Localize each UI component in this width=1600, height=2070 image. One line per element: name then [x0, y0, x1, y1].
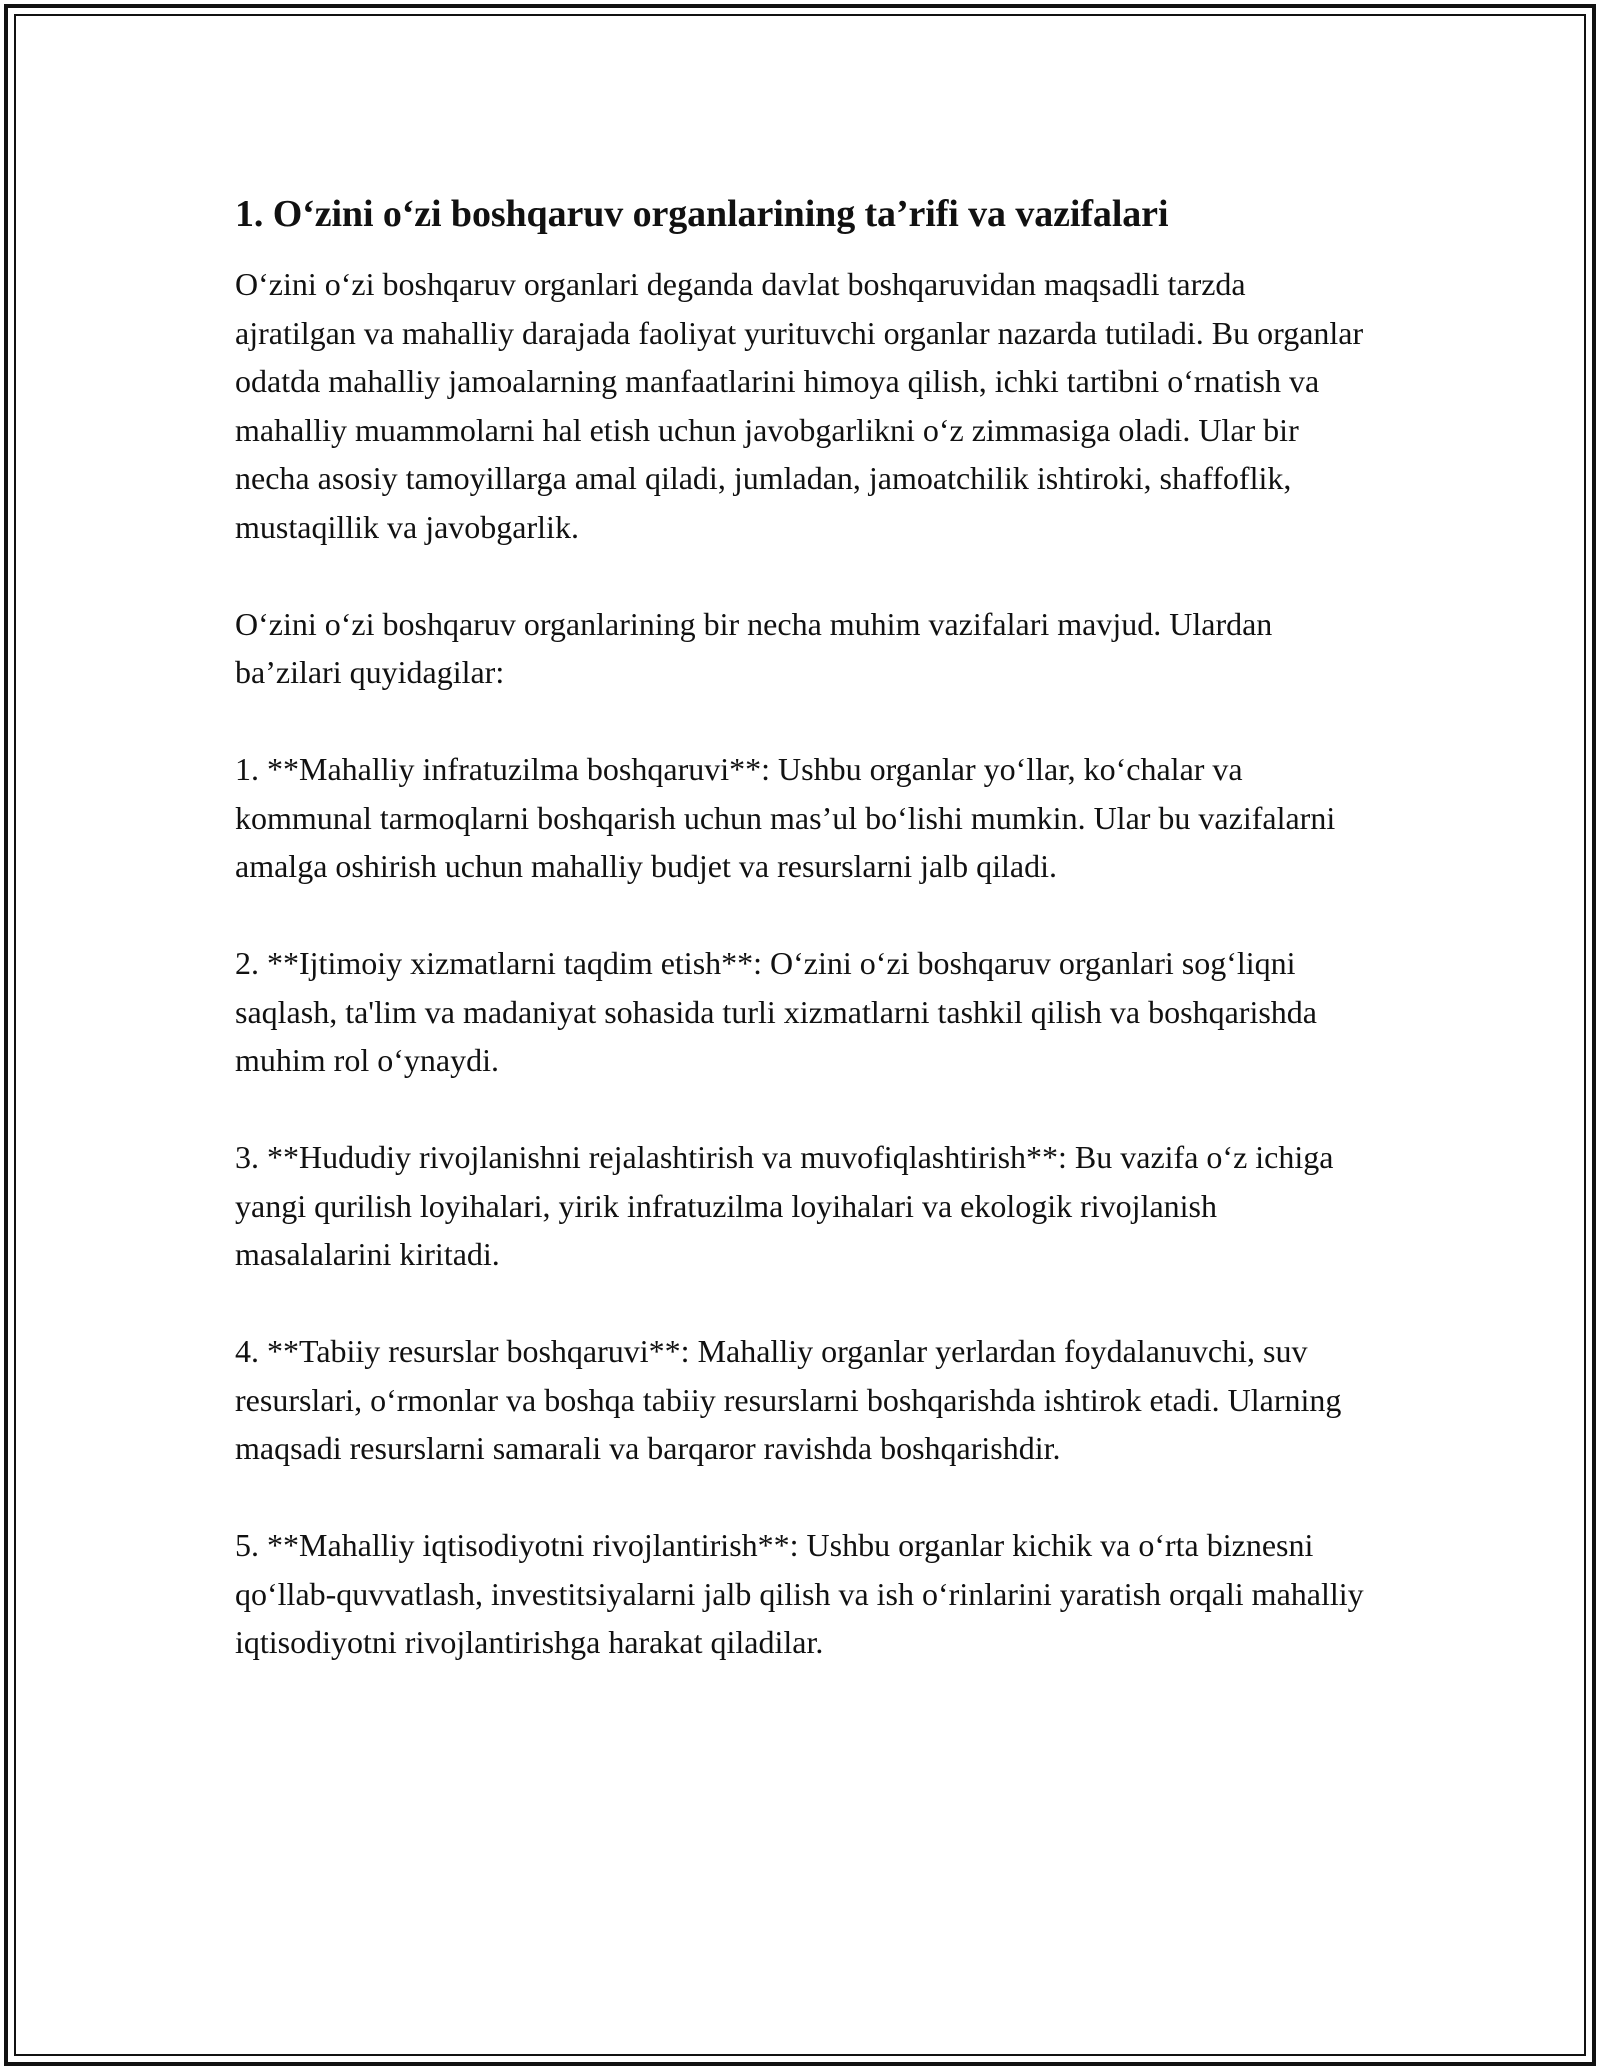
section-heading: 1. O‘zini o‘zi boshqaruv organlarining ta’rifi va vazifalari — [235, 193, 1169, 235]
list-item-4: 4. **Tabiiy resurslar boshqaruvi**: Mahalliy organlar yerlardan foydalanuvchi, suv resurslari, o‘rmonlar va boshqa tabiiy resurslarni boshqarishda ishtirok etadi. Ularning maqsadi resurslarni samarali va barqaror ravishda boshqarishdir. — [235, 1333, 1342, 1466]
lead-paragraph: O‘zini o‘zi boshqaruv organlarining bir necha muhim vazifalari mavjud. Ulardan ba’zilari quyidagilar: — [235, 605, 1273, 690]
document-body — [235, 188, 1365, 1667]
list-item-1: 1. **Mahalliy infratuzilma boshqaruvi**: Ushbu organlar yo‘llar, ko‘chalar va kommunal tarmoqlarni boshqarish uchun mas’ul bo‘lishi mumkin. Ular bu vazifalarni amalga oshirish uchun mahalliy budjet va resurslarni jalb qiladi. — [235, 751, 1336, 884]
intro-paragraph: O‘zini o‘zi boshqaruv organlari deganda davlat boshqaruvidan maqsadli tarzda ajratilgan va mahalliy darajada faoliyat yurituvchi organlar nazarda tutiladi. Bu organlar odatda mahalliy jamoalarning manfaatlarini himoya qilish, ichki tartibni o‘rnatish va mahalliy muammolarni hal etish uchun javobgarlikni o‘z zimmasiga oladi. Ular bir necha asosiy tamoyillarga amal qiladi, jumladan, jamoatchilik ishtiroki, shaffoflik, mustaqillik va javobgarlik. — [235, 266, 1364, 545]
list-item-3: 3. **Hududiy rivojlanishni rejalashtirish va muvofiqlashtirish**: Bu vazifa o‘z ichiga yangi qurilish loyihalari, yirik infratuzilma loyihalari va ekologik rivojlanish masalalarini kiritadi. — [235, 1139, 1334, 1272]
list-item-2: 2. **Ijtimoiy xizmatlarni taqdim etish**: O‘zini o‘zi boshqaruv organlari sog‘liqni saqlash, ta'lim va madaniyat sohasida turli xizmatlarni tashkil qilish va boshqarishda muhim rol o‘ynaydi. — [235, 945, 1317, 1078]
list-item-5: 5. **Mahalliy iqtisodiyotni rivojlantirish**: Ushbu organlar kichik va o‘rta biznesni qo‘llab-quvvatlash, investitsiyalarni jalb qilish va ish o‘rinlarini yaratish orqali mahalliy iqtisodiyotni rivojlantirishga harakat qiladilar. — [235, 1527, 1364, 1660]
